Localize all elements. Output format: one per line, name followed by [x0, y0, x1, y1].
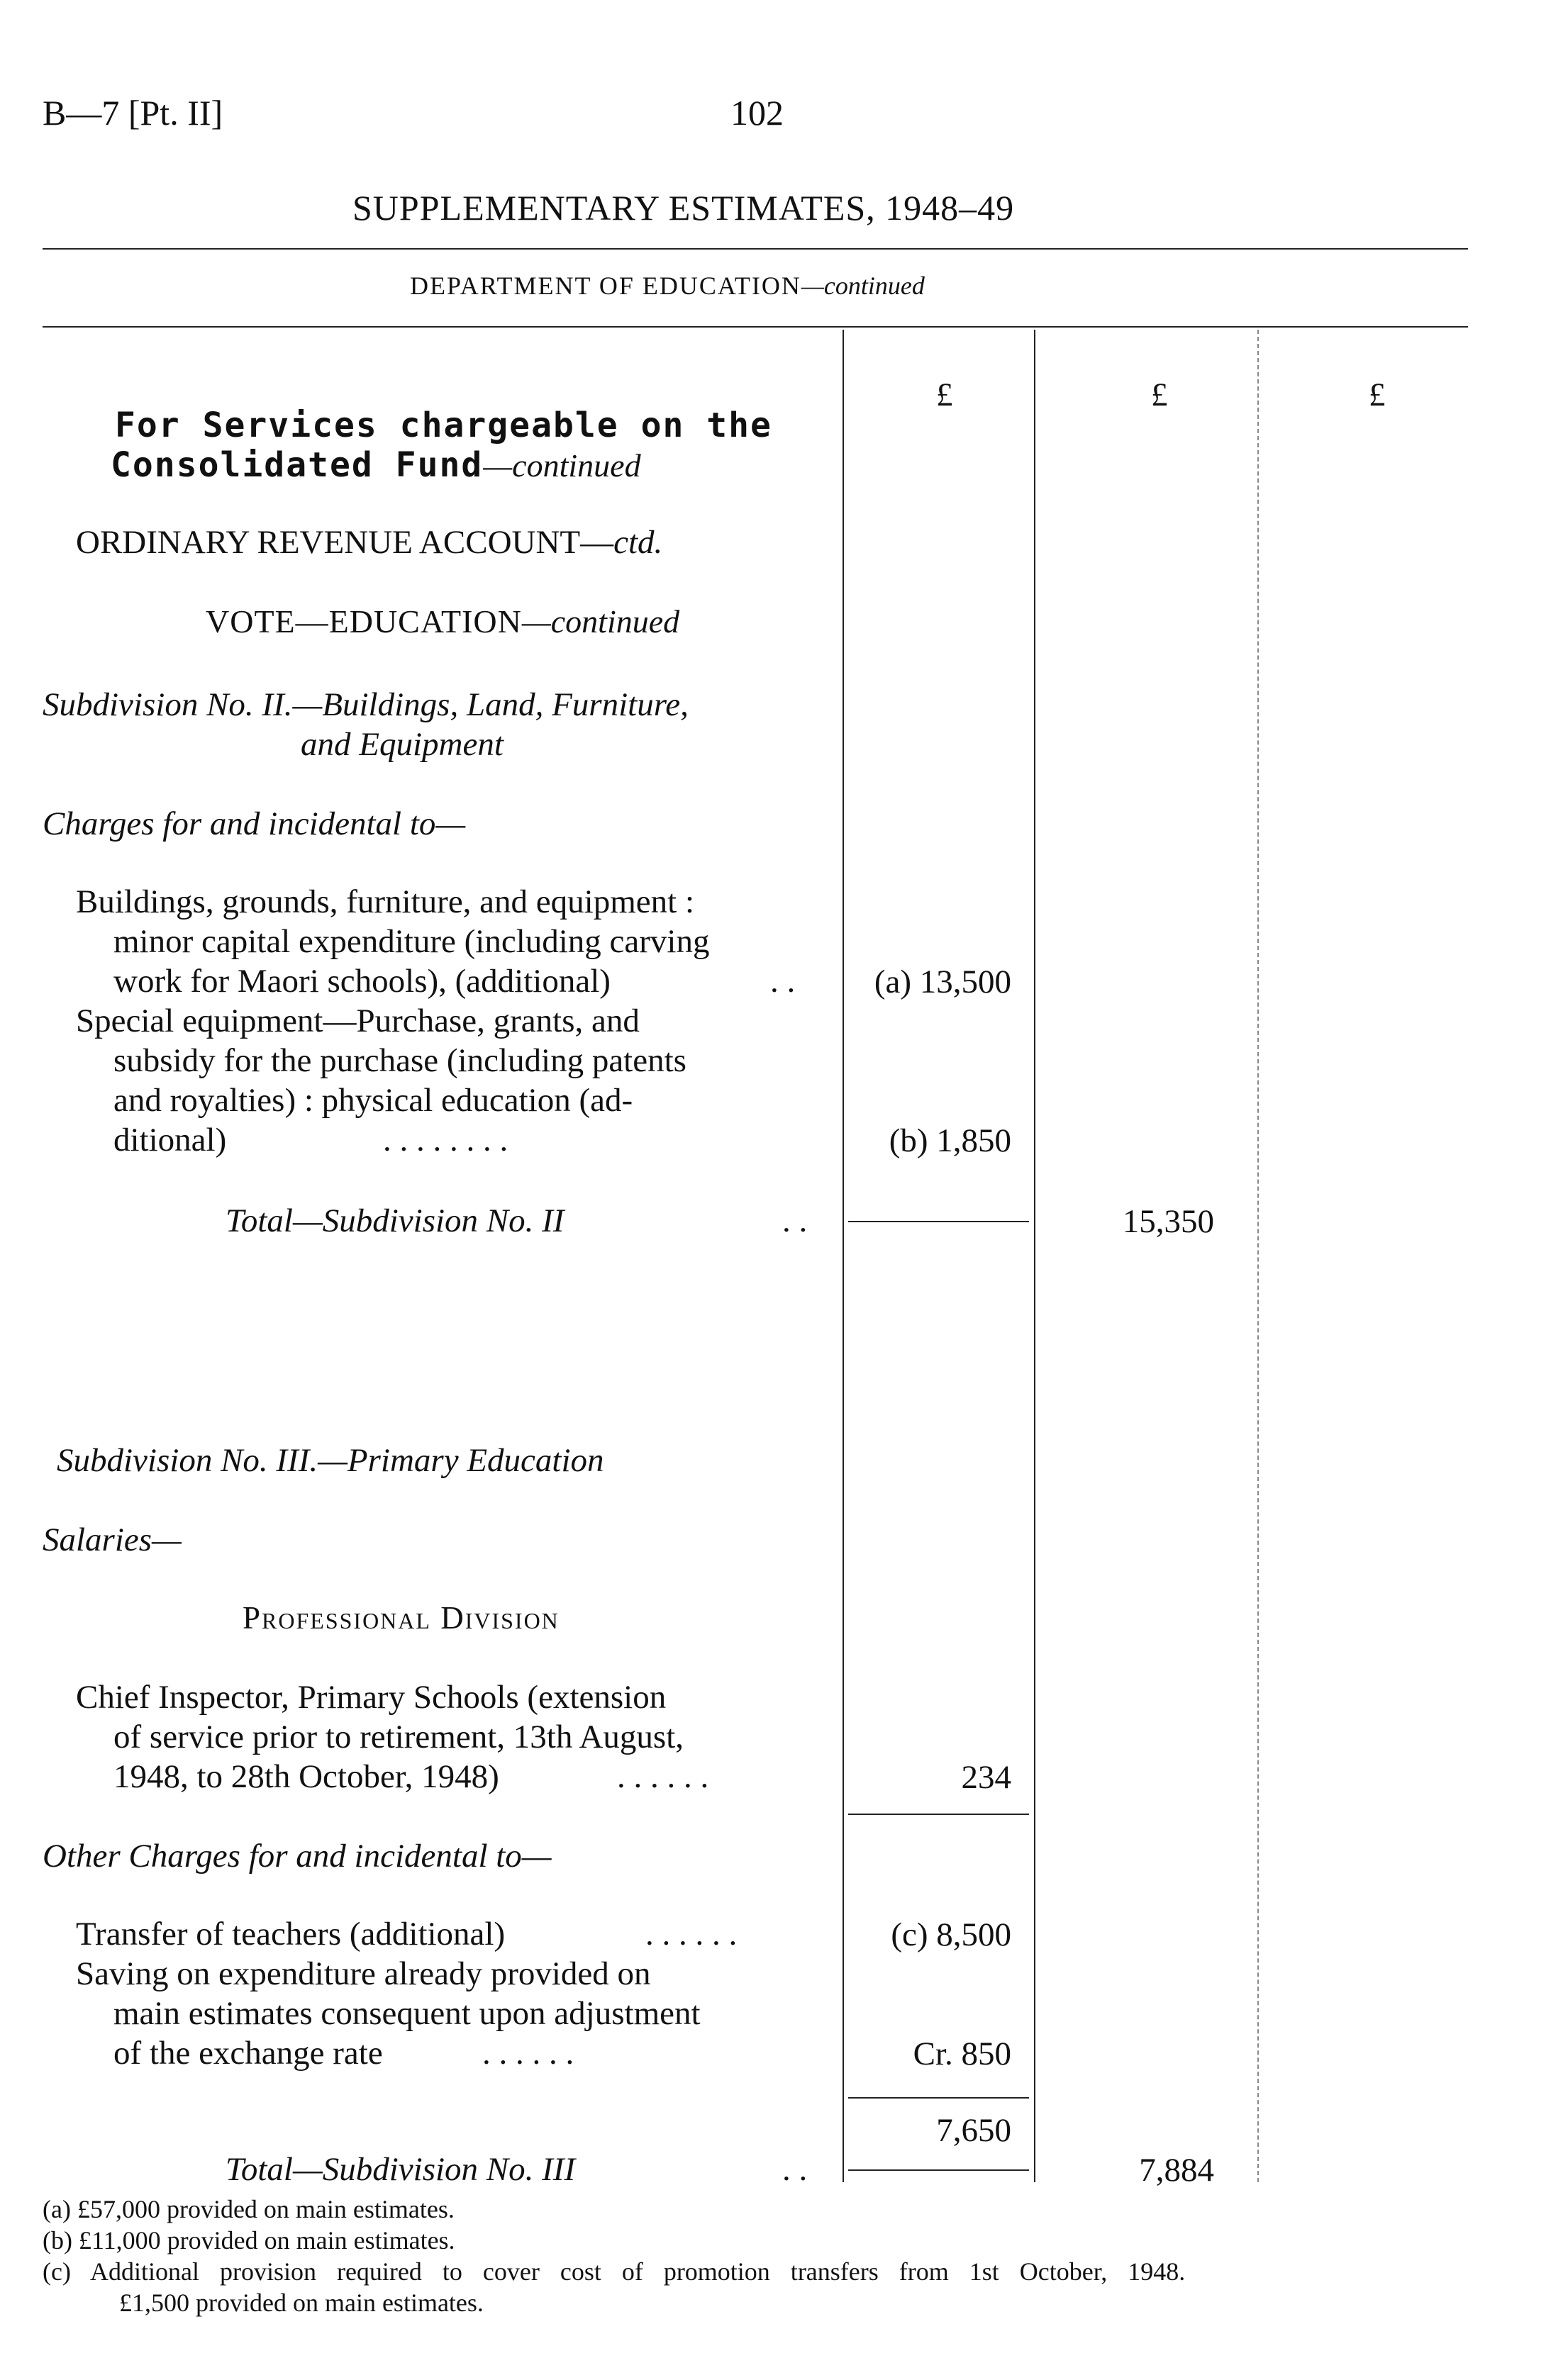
column-3-currency: £ — [1369, 376, 1386, 413]
leader-dots: . . . . . . . . — [383, 1122, 508, 1158]
subdivision-3-title: Subdivision No. III.—Primary Education — [57, 1442, 604, 1479]
vote-name: VOTE—EDUCATION — [206, 603, 522, 639]
sub3-item3-line2: main estimates consequent upon adjustment — [113, 1995, 701, 2032]
leader-dots: . . . . . . — [482, 2035, 574, 2072]
column-2-currency: £ — [1151, 376, 1168, 413]
footnote-c-line1: (c) Additional provision required to cover cost of promotion transfers from 1st October, 1948. — [43, 2257, 1186, 2286]
professional-division-heading: Professional Division — [243, 1600, 560, 1636]
leader-dots: . . . . . . — [645, 1916, 738, 1952]
sub3-item1-line3: 1948, to 28th October, 1948) — [113, 1758, 499, 1795]
sub2-item1-line3: work for Maori schools), (additional) — [113, 963, 611, 1000]
leader-dots: . . — [782, 1202, 808, 1239]
sub3-total-label: Total—Subdivision No. III — [226, 2151, 576, 2188]
department-name: DEPARTMENT OF EDUCATION — [410, 272, 801, 300]
consolidated-continued: —continued — [483, 447, 641, 484]
leader-dots: . . — [782, 2151, 808, 2188]
services-heading-line2 — [111, 445, 641, 485]
sub2-item1-line2: minor capital expenditure (including carving — [113, 923, 710, 960]
leader-dots: . . — [770, 963, 796, 1000]
subdivision-2-title-line1: Subdivision No. II.—Buildings, Land, Furniture, — [43, 686, 689, 723]
page-number: 102 — [730, 93, 784, 133]
services-heading-line1: For Services chargeable on the — [115, 406, 772, 445]
consolidated-fund: Consolidated Fund — [111, 445, 484, 485]
sub3-item1-amount: 234 — [961, 1759, 1011, 1796]
other-charges-heading: Other Charges for and incidental to— — [43, 1838, 552, 1875]
account-name: ORDINARY REVENUE ACCOUNT— — [76, 524, 614, 561]
sub3-item1-line2: of service prior to retirement, 13th August, — [113, 1719, 684, 1755]
leader-dots: . . . . . . — [617, 1758, 709, 1795]
sub3-item2: Transfer of teachers (additional) — [76, 1916, 506, 1952]
sub3-item3-amount: Cr. 850 — [913, 2035, 1011, 2072]
sub3-item3-line1: Saving on expenditure already provided on — [76, 1955, 651, 1992]
sub3-item1-line1: Chief Inspector, Primary Schools (extension — [76, 1679, 667, 1716]
sub3-item2-amount: (c) 8,500 — [891, 1916, 1011, 1953]
sub2-item2-line2: subsidy for the purchase (including patents — [113, 1042, 686, 1079]
sub3-total-rule — [848, 2169, 1029, 2171]
sub2-item2-line1: Special equipment—Purchase, grants, and — [76, 1002, 640, 1039]
sub2-total-amount: 15,350 — [1122, 1203, 1214, 1240]
footnote-b: (b) £11,000 provided on main estimates. — [43, 2226, 455, 2255]
sub2-item2-line3: and royalties) : physical education (ad- — [113, 1082, 633, 1119]
sub2-item2-line4: ditional) — [113, 1122, 227, 1158]
account-heading — [76, 523, 662, 562]
department-continued: —continued — [801, 272, 925, 300]
sub2-item1-amount: (a) 13,500 — [874, 963, 1011, 1000]
footnote-a: (a) £57,000 provided on main estimates. — [43, 2195, 455, 2223]
footnote-c-line2: £1,500 provided on main estimates. — [119, 2289, 484, 2317]
sub2-item2-amount: (b) 1,850 — [889, 1122, 1011, 1159]
sub2-total-label: Total—Subdivision No. II — [226, 1202, 565, 1239]
sub2-item1-line1: Buildings, grounds, furniture, and equipment : — [76, 883, 695, 920]
sub3-total-amount: 7,884 — [1139, 2152, 1214, 2189]
column-divider-1 — [843, 330, 844, 2182]
sub3-salaries-rule — [848, 1814, 1029, 1815]
account-ctd: ctd. — [613, 524, 663, 561]
title-rule — [43, 248, 1468, 250]
sub3-subtotal-rule-top — [848, 2097, 1029, 2099]
column-divider-2 — [1034, 330, 1035, 2182]
column-1-currency: £ — [936, 376, 953, 413]
charges-heading: Charges for and incidental to— — [43, 805, 466, 842]
page-title: SUPPLEMENTARY ESTIMATES, 1948–49 — [352, 188, 1015, 228]
sub3-item3-line3: of the exchange rate — [113, 2035, 383, 2072]
column-divider-3 — [1257, 330, 1259, 2182]
department-rule — [43, 326, 1468, 328]
sub2-total-rule — [848, 1221, 1029, 1222]
salaries-heading: Salaries— — [43, 1521, 182, 1558]
vote-heading — [206, 603, 679, 640]
department-heading — [410, 271, 925, 301]
sub3-subtotal: 7,650 — [936, 2112, 1011, 2149]
vote-continued: —continued — [521, 603, 680, 639]
volume-reference: B—7 [Pt. II] — [43, 93, 223, 133]
subdivision-2-title-line2: and Equipment — [301, 726, 504, 763]
